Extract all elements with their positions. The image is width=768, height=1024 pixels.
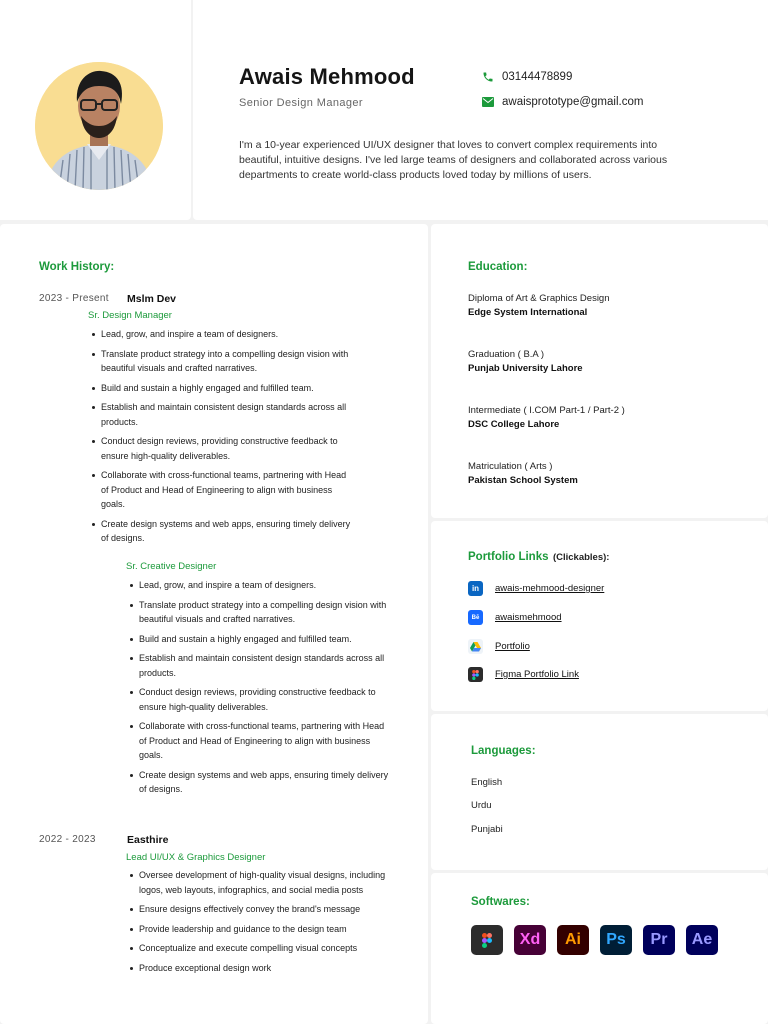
list-item: Create design systems and web apps, ensuring timely delivery of designs. bbox=[88, 517, 356, 546]
avatar bbox=[35, 62, 163, 190]
link-label[interactable]: awais-mehmood-designer bbox=[495, 583, 605, 594]
position-title: Lead UI/UX & Graphics Designer bbox=[126, 852, 266, 863]
list-item: Lead, grow, and inspire a team of designers. bbox=[126, 578, 394, 593]
portfolio-title: Portfolio Links bbox=[468, 551, 549, 563]
responsibility-list bbox=[88, 327, 356, 551]
institute: Punjab University Lahore bbox=[468, 363, 583, 374]
responsibility-list bbox=[126, 578, 394, 802]
portfolio-link-linkedin[interactable] bbox=[468, 581, 604, 596]
list-item: Conceptualize and execute compelling visual concepts bbox=[126, 941, 394, 956]
position-title: Sr. Design Manager bbox=[88, 310, 172, 321]
software-list bbox=[471, 925, 718, 955]
work-history-panel bbox=[0, 224, 428, 1024]
behance-icon: Bē bbox=[468, 610, 483, 625]
languages-panel bbox=[431, 714, 768, 870]
language-item: English bbox=[471, 777, 503, 788]
google-drive-icon bbox=[468, 639, 483, 654]
responsibility-list bbox=[126, 868, 394, 980]
languages-heading: Languages: bbox=[471, 745, 536, 757]
portfolio-link-drive[interactable] bbox=[468, 639, 530, 654]
company-name: Mslm Dev bbox=[127, 293, 177, 305]
link-label[interactable]: Portfolio bbox=[495, 641, 530, 652]
phone-icon bbox=[481, 70, 495, 84]
link-label[interactable]: Figma Portfolio Link bbox=[495, 669, 579, 680]
education-item bbox=[468, 460, 578, 488]
figma-icon bbox=[471, 925, 503, 955]
list-item: Build and sustain a highly engaged and fulfilled team. bbox=[88, 381, 356, 396]
portfolio-note: (Clickables): bbox=[552, 552, 610, 563]
education-item bbox=[468, 348, 583, 376]
name-heading: Awais Mehmood bbox=[239, 64, 415, 89]
email-address: awaisprototype@gmail.com bbox=[502, 96, 644, 108]
list-item: Ensure designs effectively convey the brand's message bbox=[126, 902, 394, 917]
list-item: Conduct design reviews, providing constructive feedback to ensure high-quality deliverables. bbox=[88, 434, 356, 463]
adobe-photoshop-icon: Ps bbox=[600, 925, 632, 955]
list-item: Build and sustain a highly engaged and fulfilled team. bbox=[126, 632, 394, 647]
portfolio-link-behance[interactable] bbox=[468, 610, 562, 625]
education-panel bbox=[431, 224, 768, 518]
list-item: Produce exceptional design work bbox=[126, 961, 394, 976]
language-item: Punjabi bbox=[471, 824, 503, 835]
job-dates: 2023 - Present bbox=[39, 293, 109, 304]
job-title: Senior Design Manager bbox=[239, 97, 363, 109]
email-contact[interactable] bbox=[481, 95, 643, 109]
linkedin-icon: in bbox=[468, 581, 483, 596]
education-item bbox=[468, 404, 625, 432]
list-item: Establish and maintain consistent design standards across all products. bbox=[88, 400, 356, 429]
company-name: Easthire bbox=[127, 834, 169, 846]
list-item: Collaborate with cross-functional teams, partnering with Head of Product and Head of Engineering to align with business goals. bbox=[126, 719, 394, 763]
softwares-panel bbox=[431, 873, 768, 1024]
degree: Matriculation ( Arts ) bbox=[468, 461, 553, 472]
work-history-heading: Work History: bbox=[39, 261, 115, 273]
portfolio-heading bbox=[468, 547, 609, 565]
education-heading: Education: bbox=[468, 261, 528, 273]
figma-icon bbox=[468, 667, 483, 682]
adobe-illustrator-icon: Ai bbox=[557, 925, 589, 955]
position-title: Sr. Creative Designer bbox=[126, 561, 217, 572]
list-item: Establish and maintain consistent design standards across all products. bbox=[126, 651, 394, 680]
job-dates: 2022 - 2023 bbox=[39, 834, 96, 845]
degree: Intermediate ( I.COM Part-1 / Part-2 ) bbox=[468, 405, 625, 416]
list-item: Conduct design reviews, providing constructive feedback to ensure high-quality deliverables. bbox=[126, 685, 394, 714]
list-item: Create design systems and web apps, ensuring timely delivery of designs. bbox=[126, 768, 394, 797]
list-item: Translate product strategy into a compelling design vision with beautiful visuals and crafted narratives. bbox=[88, 347, 356, 376]
list-item: Oversee development of high-quality visual designs, including logos, web layouts, infographics, and social media posts bbox=[126, 868, 394, 897]
adobe-xd-icon: Xd bbox=[514, 925, 546, 955]
education-item bbox=[468, 292, 610, 320]
photo-panel bbox=[0, 0, 191, 220]
adobe-after-effects-icon: Ae bbox=[686, 925, 718, 955]
softwares-heading: Softwares: bbox=[471, 896, 530, 908]
language-item: Urdu bbox=[471, 800, 492, 811]
link-label[interactable]: awaismehmood bbox=[495, 612, 562, 623]
list-item: Collaborate with cross-functional teams, partnering with Head of Product and Head of Engineering to align with business goals. bbox=[88, 468, 356, 512]
institute: Edge System International bbox=[468, 307, 588, 318]
institute: Pakistan School System bbox=[468, 475, 578, 486]
phone-contact[interactable] bbox=[481, 70, 572, 84]
institute: DSC College Lahore bbox=[468, 419, 560, 430]
list-item: Provide leadership and guidance to the design team bbox=[126, 922, 394, 937]
list-item: Lead, grow, and inspire a team of designers. bbox=[88, 327, 356, 342]
adobe-premiere-icon: Pr bbox=[643, 925, 675, 955]
degree: Diploma of Art & Graphics Design bbox=[468, 293, 610, 304]
phone-number: 03144478899 bbox=[502, 71, 573, 83]
portfolio-panel bbox=[431, 521, 768, 711]
intro-panel bbox=[193, 0, 768, 220]
degree: Graduation ( B.A ) bbox=[468, 349, 545, 360]
list-item: Translate product strategy into a compelling design vision with beautiful visuals and crafted narratives. bbox=[126, 598, 394, 627]
mail-icon bbox=[481, 95, 495, 109]
portfolio-link-figma[interactable] bbox=[468, 667, 579, 682]
about-text: I'm a 10-year experienced UI/UX designer that loves to convert complex requirements into beautiful, intuitive designs. I've led large teams of designers and collaborated across various departments to create world-class products loved today by millions of users. bbox=[239, 139, 668, 181]
